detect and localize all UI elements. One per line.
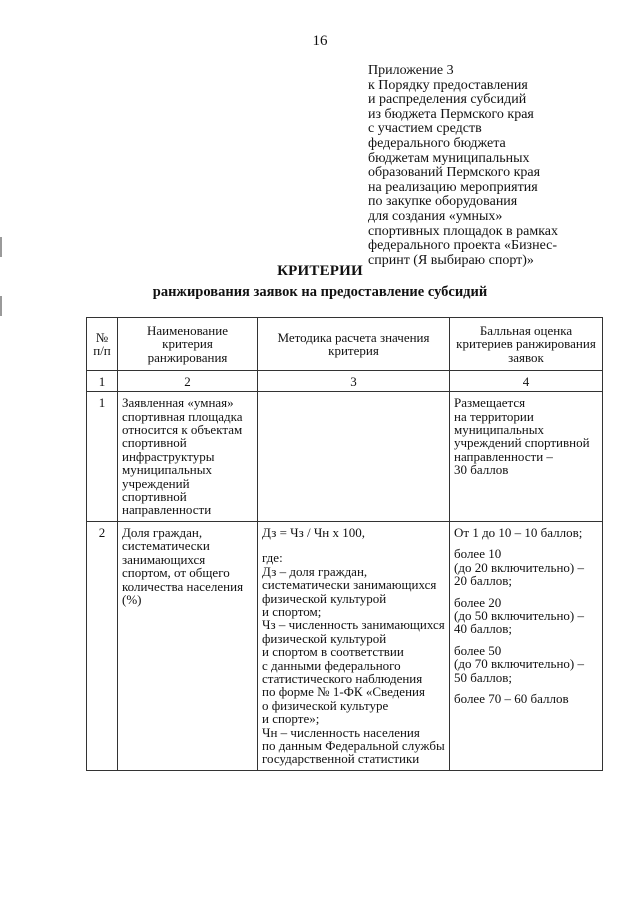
appendix-line: федерального проекта «Бизнес-	[368, 238, 558, 254]
left-margin-mark	[0, 237, 2, 257]
column-number: 1	[87, 371, 118, 392]
criterion-name-cell	[118, 392, 258, 522]
criterion-name-line: систематически	[122, 538, 210, 554]
score-block	[454, 644, 598, 684]
criterion-name-line: учреждений	[122, 475, 190, 491]
score-line: (до 20 включительно) –	[454, 559, 584, 575]
calculation-method-cell	[258, 392, 450, 522]
appendix-reference	[368, 64, 618, 268]
method-line: с данными федерального	[262, 657, 401, 673]
score-line: 50 баллов;	[454, 669, 512, 685]
column-number-row	[87, 371, 603, 392]
document-title: КРИТЕРИИ	[277, 263, 363, 279]
criterion-name-cell	[118, 521, 258, 770]
method-line: физической культурой	[262, 590, 387, 606]
criterion-name-line: Доля граждан,	[122, 524, 203, 540]
score-line: более 10	[454, 546, 502, 562]
method-line: по данным Федеральной службы	[262, 737, 445, 753]
criterion-name-line: относится к объектам	[122, 422, 243, 438]
appendix-line: образований Пермского края	[368, 165, 541, 181]
method-line: государственной статистики	[262, 751, 420, 767]
score-cell	[450, 521, 603, 770]
method-line: и спортом;	[262, 603, 322, 619]
appendix-line: для создания «умных»	[368, 208, 503, 224]
method-line: по форме № 1-ФК «Сведения	[262, 684, 425, 700]
criterion-name-line: спортивной	[122, 489, 187, 505]
column-number: 4	[450, 371, 603, 392]
score-line: муниципальных	[454, 422, 545, 438]
appendix-line: федерального бюджета	[368, 135, 506, 151]
method-line: статистического наблюдения	[262, 670, 423, 686]
method-line: Чз – численность занимающихся	[262, 617, 445, 633]
criteria-table	[86, 317, 603, 771]
criterion-name-line: спортивной	[122, 435, 187, 451]
method-line: физической культурой	[262, 630, 387, 646]
appendix-line: на реализацию мероприятия	[368, 179, 538, 195]
criterion-name-line: направленности	[122, 502, 212, 518]
score-line: более 70 – 60 баллов	[454, 690, 569, 706]
column-number: 3	[258, 371, 450, 392]
table-row	[87, 392, 603, 522]
score-block	[454, 547, 598, 587]
criterion-name-line: занимающихся	[122, 551, 206, 567]
appendix-line: Приложение 3	[368, 63, 454, 78]
score-line: учреждений спортивной	[454, 435, 590, 451]
header-score: Балльная оценка критериев ранжирования заявок	[450, 318, 603, 371]
score-line: (до 70 включительно) –	[454, 656, 584, 672]
score-line: 40 баллов;	[454, 621, 512, 637]
document-subtitle: ранжирования заявок на предоставление субсидий	[152, 284, 488, 300]
criterion-name-line: спортом, от общего	[122, 565, 230, 581]
table-row	[87, 521, 603, 770]
appendix-line: по закупке оборудования	[368, 194, 518, 210]
score-line: 20 баллов;	[454, 573, 512, 589]
method-line: и спорте»;	[262, 711, 320, 727]
score-block	[454, 692, 598, 705]
spacer	[262, 539, 445, 551]
appendix-line: и распределения субсидий	[368, 92, 527, 108]
criterion-name-line: инфраструктуры	[122, 448, 215, 464]
score-line: более 20	[454, 594, 502, 610]
criterion-name-line: количества населения	[122, 578, 244, 594]
column-number: 2	[118, 371, 258, 392]
score-line: От 1 до 10 – 10 баллов;	[454, 524, 583, 540]
score-line: (до 50 включительно) –	[454, 607, 584, 623]
row-number: 2	[87, 521, 118, 770]
criterion-name-line: муниципальных	[122, 462, 213, 478]
score-line: на территории	[454, 408, 534, 424]
score-line: 30 баллов	[454, 462, 509, 478]
score-block	[454, 596, 598, 636]
score-line: более 50	[454, 642, 502, 658]
row-number: 1	[87, 392, 118, 522]
method-line: систематически занимающихся	[262, 577, 437, 593]
criterion-name-line: (%)	[122, 591, 142, 607]
calculation-method-cell	[258, 521, 450, 770]
header-calculation-method: Методика расчета значения критерия	[258, 318, 450, 371]
method-line: где:	[262, 550, 283, 566]
header-num: № п/п	[87, 318, 118, 371]
appendix-line: к Порядку предоставления	[368, 77, 528, 93]
appendix-line: бюджетам муниципальных	[368, 150, 530, 166]
score-cell	[450, 392, 603, 522]
method-line: Дз – доля граждан,	[262, 563, 368, 579]
header-criterion-name: Наименование критерия ранжирования	[118, 318, 258, 371]
score-line: направленности –	[454, 448, 553, 464]
appendix-line: с участием средств	[368, 121, 482, 137]
criterion-name-line: Заявленная «умная»	[122, 395, 234, 411]
appendix-line: из бюджета Пермского края	[368, 106, 534, 122]
appendix-line: спортивных площадок в рамках	[368, 223, 559, 239]
method-line: Чн – численность населения	[262, 724, 420, 740]
method-line: о физической культуре	[262, 697, 389, 713]
page-number: 16	[312, 33, 328, 49]
score-line: Размещается	[454, 395, 526, 411]
score-block	[454, 526, 598, 539]
method-formula: Дз = Чз / Чн х 100,	[262, 524, 366, 540]
criterion-name-line: спортивная площадка	[122, 408, 243, 424]
method-line: и спортом в соответствии	[262, 644, 404, 660]
appendix-line: спринт (Я выбираю спорт)»	[368, 252, 534, 268]
table-header-row	[87, 318, 603, 371]
